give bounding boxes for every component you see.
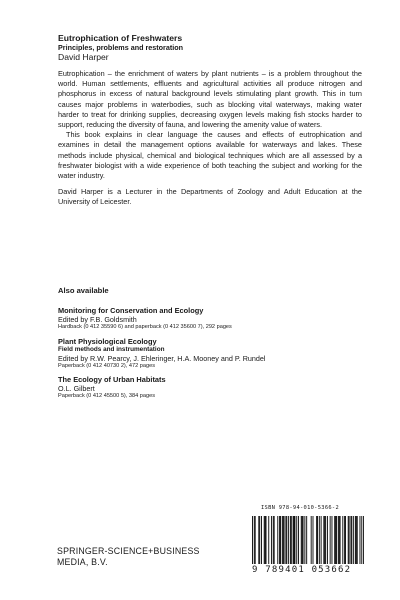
barcode-bar — [291, 516, 292, 564]
publisher-line-2: MEDIA, B.V. — [57, 557, 108, 567]
barcode-bar — [344, 516, 345, 564]
barcode-bar — [361, 516, 362, 564]
related-book-title: The Ecology of Urban Habitats — [58, 375, 166, 384]
barcode-bar — [324, 516, 325, 564]
barcode-bar — [252, 516, 253, 564]
barcode-bar — [303, 516, 304, 564]
barcode-bar — [351, 516, 352, 564]
author-bio: David Harper is a Lecturer in the Departments of Zoology and Adult Education at the University of Leicester. — [58, 187, 362, 207]
related-book-editor: O.L. Gilbert — [58, 384, 95, 393]
barcode-bar — [284, 516, 285, 564]
barcode-bar — [335, 516, 336, 564]
barcode-bar — [311, 516, 312, 564]
barcode-bar — [330, 516, 331, 564]
related-book-info: Hardback (0 412 35590 6) and paperback (0 412 35600 7), 292 pages — [58, 324, 232, 330]
related-book-editor: Edited by R.W. Pearcy, J. Ehleringer, H.A. Mooney and P. Rundel — [58, 353, 266, 363]
barcode-bar — [293, 516, 294, 564]
related-book-title: Plant Physiological Ecology — [58, 336, 157, 346]
barcode-bar — [342, 516, 343, 564]
also-available-section — [58, 286, 362, 401]
barcode-bar — [331, 516, 332, 564]
barcode-bar — [319, 516, 320, 564]
barcode-bar — [271, 516, 272, 564]
isbn-label: ISBN 978-94-010-5366-2 — [261, 505, 339, 511]
book-header — [58, 33, 362, 62]
publisher-line-1: SPRINGER-SCIENCE+BUSINESS — [57, 546, 200, 556]
description-paragraph-2: This book explains in clear language the causes and effects of eutrophication and examines in detail the management options available for waterways and lakes. These methods include physical, chemical and biological techniques which are all assessed by a freshwater biologist with a wide experience of both teaching the subject and working for the water industry. — [58, 130, 362, 181]
barcode-bar — [317, 516, 318, 564]
barcode-bar — [327, 516, 328, 564]
barcode-bar — [286, 516, 287, 564]
related-book-subtitle: Field methods and instrumentation — [58, 345, 165, 353]
barcode-bar — [280, 516, 281, 564]
book-description — [58, 69, 362, 208]
barcode-bar — [265, 516, 266, 564]
barcode-bar — [348, 516, 349, 564]
barcode-bar — [321, 516, 322, 564]
barcode-digits: 9 789401 053662 — [252, 565, 352, 575]
barcode-bar — [255, 516, 256, 564]
barcode-bar — [306, 516, 307, 564]
barcode-bar — [345, 516, 346, 564]
related-book-2 — [58, 337, 362, 371]
barcode-bar — [334, 516, 335, 564]
barcode-bar — [316, 516, 317, 564]
barcode-bar — [277, 516, 278, 564]
barcode-bar — [261, 516, 262, 564]
barcode-bar — [264, 516, 265, 564]
also-available-heading: Also available — [58, 286, 109, 295]
barcode-bar — [336, 516, 337, 564]
barcode-bar — [294, 516, 295, 564]
barcode-bar — [254, 516, 255, 564]
barcode-bar — [274, 516, 275, 564]
barcode-bar — [283, 516, 284, 564]
barcode-bar — [304, 516, 305, 564]
barcode-bar — [268, 516, 269, 564]
barcode-bar — [353, 516, 354, 564]
barcode-bar — [301, 516, 302, 564]
related-book-info: Paperback (0 412 45500 5), 384 pages — [58, 393, 156, 399]
publisher-name — [57, 546, 200, 568]
description-paragraph-1: Eutrophication – the enrichment of waters by plant nutrients – is a problem throughout the world. Human settlements, effluents and agricultural activities all produce nitrogen and phosphorus in excess of natural background levels stimulating plant growth. This in turn causes major problems in waterbodies, such as blocking vital waterways, making water harder to treat for drinking supplies, decreasing oxygen levels making fish stocks harder to support, reducing the diversity of fauna, and lowering the amenity value of waters. — [58, 69, 362, 130]
barcode-bar — [288, 516, 289, 564]
related-book-editor: Edited by F.B. Goldsmith — [58, 315, 137, 324]
barcode-bar — [296, 516, 297, 564]
book-title: Eutrophication of Freshwaters — [58, 33, 183, 43]
barcode-bar — [302, 516, 303, 564]
barcode-bar — [363, 516, 364, 564]
barcode-bar — [340, 516, 341, 564]
barcode-bar — [282, 516, 283, 564]
barcode-bar — [313, 516, 314, 564]
book-subtitle: Principles, problems and restoration — [58, 43, 184, 52]
barcode-bar — [298, 516, 299, 564]
related-book-1 — [58, 306, 362, 332]
barcode-bar — [279, 516, 280, 564]
barcode-bar — [258, 516, 259, 564]
barcode-bar — [325, 516, 326, 564]
barcode — [252, 516, 364, 564]
barcode-bar — [356, 516, 357, 564]
barcode-bar — [357, 516, 358, 564]
barcode-bar — [266, 516, 267, 564]
barcode-bar — [294, 516, 295, 564]
barcode-bar — [273, 516, 274, 564]
barcode-bar — [339, 516, 340, 564]
barcode-bar — [350, 516, 351, 564]
barcode-bar — [349, 516, 350, 564]
barcode-bar — [355, 516, 356, 564]
barcode-bar — [290, 516, 291, 564]
related-book-3 — [58, 375, 362, 401]
barcode-bar — [359, 516, 360, 564]
related-book-title: Monitoring for Conservation and Ecology — [58, 306, 204, 315]
related-book-info: Paperback (0 412 40730 2), 472 pages — [58, 362, 156, 369]
barcode-bar — [259, 516, 260, 564]
barcode-bar — [323, 516, 324, 564]
barcode-bar — [338, 516, 339, 564]
book-author: David Harper — [58, 52, 109, 62]
barcode-bar — [285, 516, 286, 564]
